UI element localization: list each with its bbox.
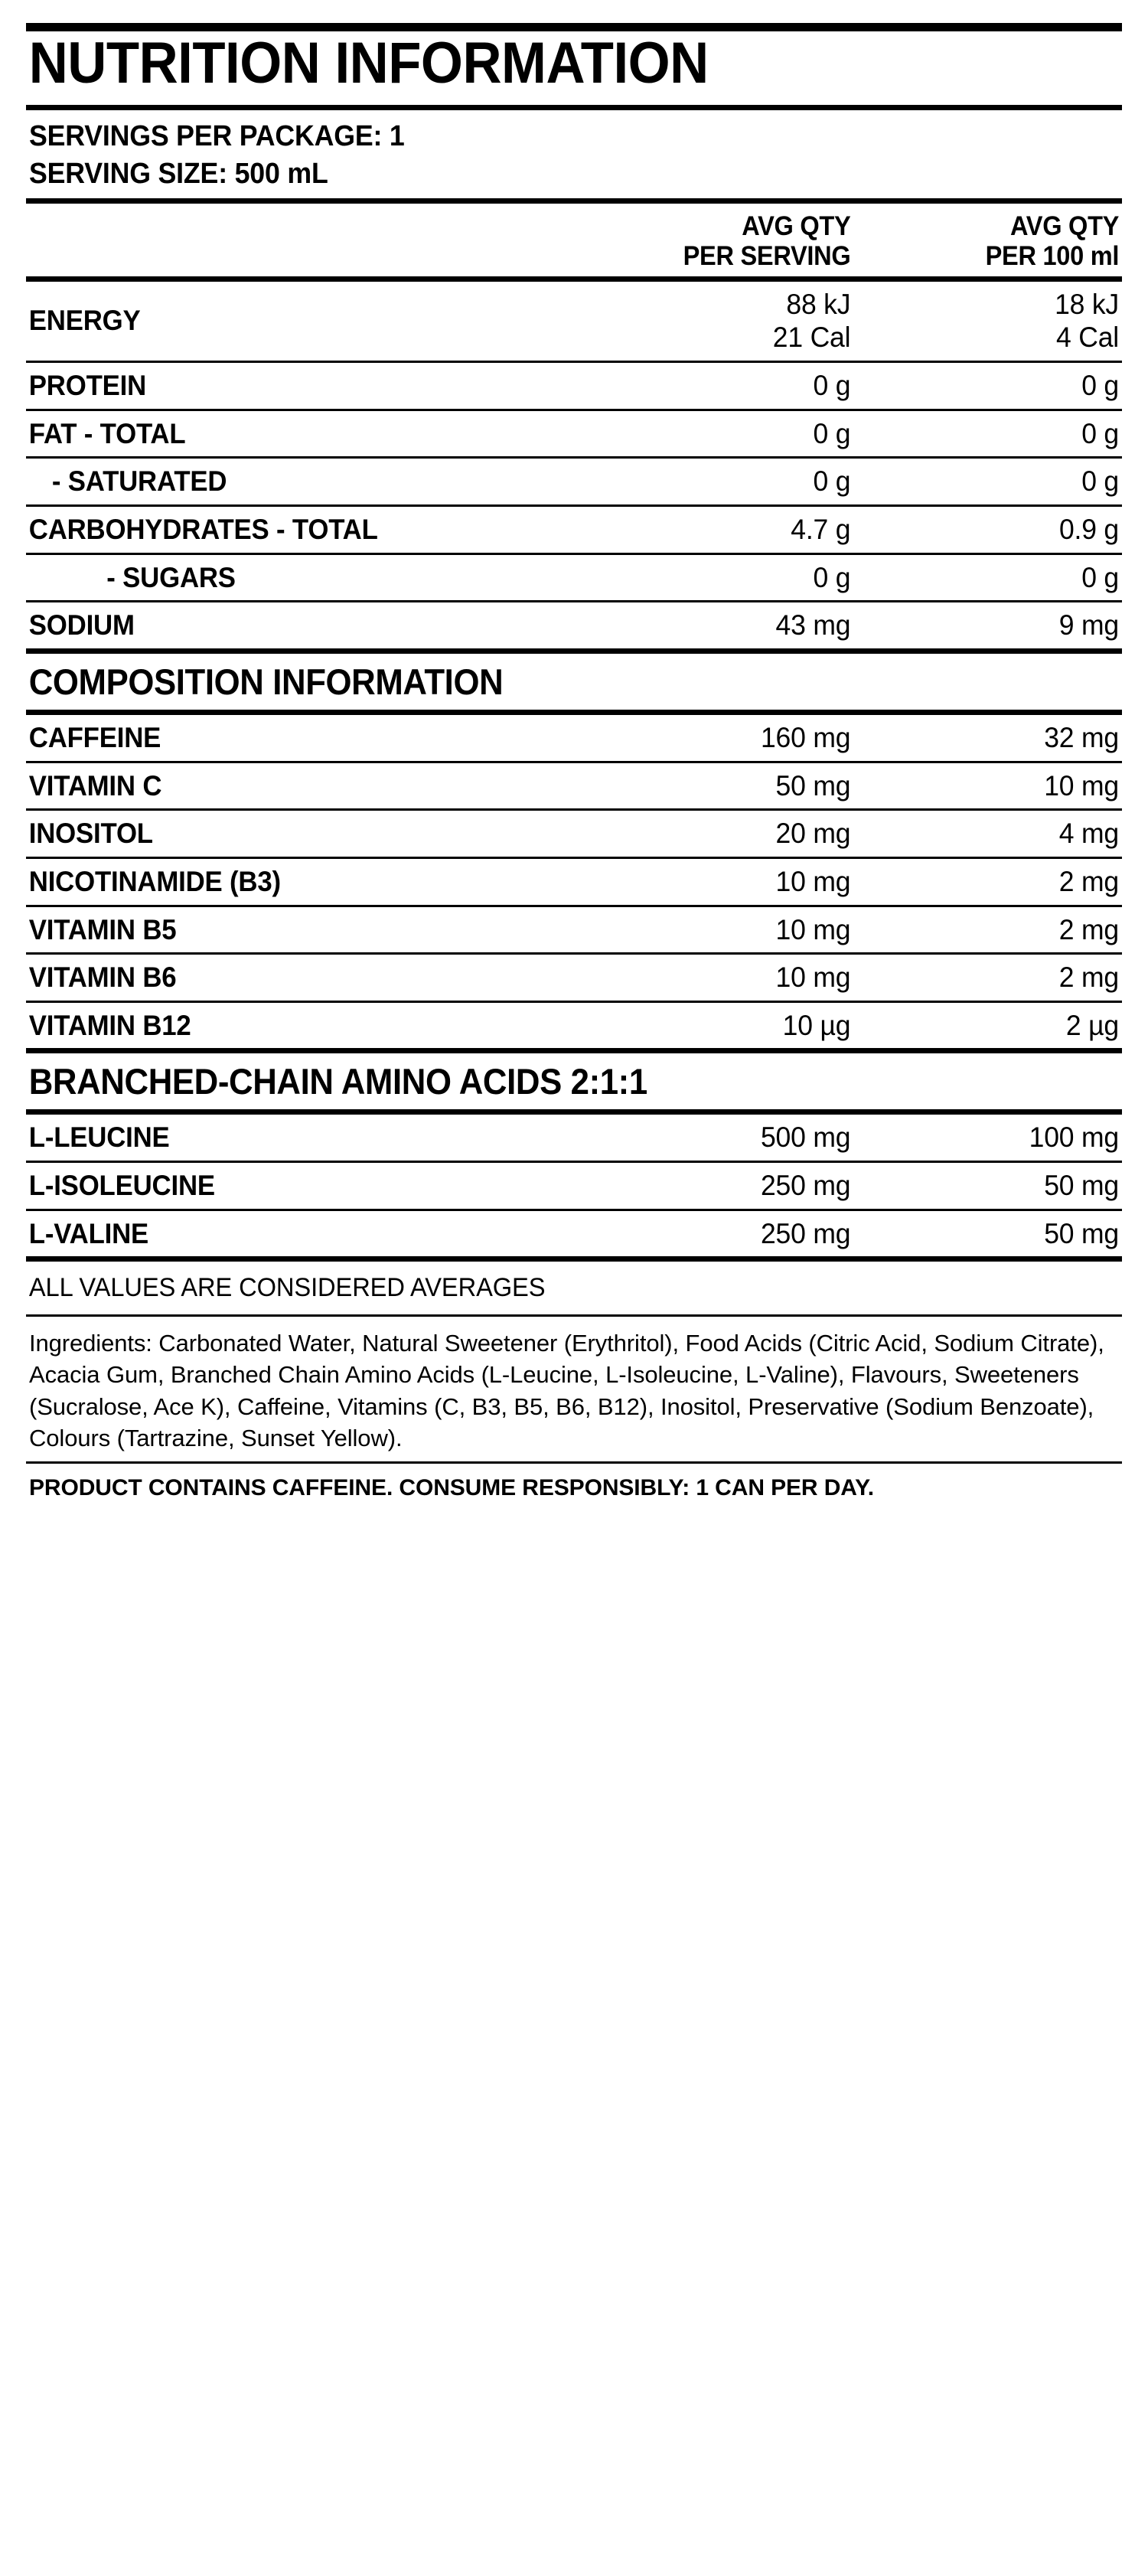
row-value-per100: 0 g	[1081, 369, 1120, 401]
row-label: L-ISOLEUCINE	[28, 1170, 215, 1202]
averages-note: ALL VALUES ARE CONSIDERED AVERAGES	[28, 1273, 546, 1303]
divider-under-bcaa-heading	[26, 1109, 1122, 1115]
row-value-per100: 2 mg	[1058, 962, 1120, 994]
row-value-per100: 10 mg	[1044, 769, 1120, 802]
row-label: L-VALINE	[28, 1217, 149, 1249]
table-row	[26, 859, 1122, 905]
table-row	[26, 955, 1122, 1001]
row-value-per100: 2 mg	[1058, 913, 1120, 945]
caffeine-warning: PRODUCT CONTAINS CAFFEINE. CONSUME RESPONSIBLY: 1 CAN PER DAY.	[29, 1475, 874, 1501]
row-value-per100: 4 mg	[1058, 818, 1120, 850]
row-value-serving: 10 mg	[775, 913, 851, 945]
row-value-per100: 2 mg	[1058, 865, 1120, 897]
row-value-serving: 20 mg	[775, 818, 851, 850]
row-value-serving: 43 mg	[775, 609, 851, 642]
divider-above-composition	[26, 648, 1122, 654]
row-value-per100: 32 mg	[1044, 721, 1120, 753]
header-blank	[26, 204, 574, 276]
row-label: VITAMIN C	[28, 769, 162, 802]
divider-above-averages	[26, 1256, 1122, 1262]
table-row	[26, 602, 1122, 648]
row-value-serving: 500 mg	[760, 1121, 851, 1154]
row-label: FAT - TOTAL	[28, 417, 186, 449]
row-label: PROTEIN	[28, 369, 147, 401]
page-title: NUTRITION INFORMATION	[28, 31, 709, 96]
bcaa-heading: BRANCHED-CHAIN AMINO ACIDS 2:1:1	[28, 1061, 647, 1102]
row-value-serving: 50 mg	[775, 769, 851, 802]
row-label: INOSITOL	[28, 818, 153, 850]
row-label: - SATURATED	[51, 465, 227, 498]
table-row	[26, 1115, 1122, 1161]
divider-under-composition-heading	[26, 710, 1122, 715]
row-value-serving: 88 kJ 21 Cal	[772, 288, 851, 354]
serving-size: SERVING SIZE: 500 mL	[29, 157, 328, 190]
row-label: L-LEUCINE	[28, 1121, 170, 1154]
row-value-serving: 250 mg	[760, 1217, 851, 1249]
table-row	[26, 1211, 1122, 1257]
row-value-per100: 0 g	[1081, 417, 1120, 449]
row-value-serving: 160 mg	[760, 721, 851, 753]
row-value-serving: 0 g	[813, 369, 851, 401]
row-label: CAFFEINE	[28, 721, 161, 753]
row-value-per100: 0.9 g	[1059, 513, 1120, 545]
row-value-serving: 0 g	[813, 465, 851, 498]
row-value-serving: 250 mg	[760, 1170, 851, 1202]
row-label: VITAMIN B12	[28, 1009, 191, 1041]
servings-per-package: SERVINGS PER PACKAGE: 1	[29, 120, 405, 152]
table-row	[26, 907, 1122, 953]
table-row	[26, 459, 1122, 504]
nutrition-table	[26, 204, 1122, 648]
table-row	[26, 715, 1122, 761]
row-value-serving: 10 mg	[775, 962, 851, 994]
row-value-per100: 9 mg	[1058, 609, 1120, 642]
table-row	[26, 411, 1122, 457]
composition-table	[26, 715, 1122, 1049]
table-row	[26, 763, 1122, 809]
table-row	[26, 282, 1122, 361]
row-value-per100: 50 mg	[1044, 1170, 1120, 1202]
divider-above-bcaa	[26, 1048, 1122, 1053]
table-row	[26, 363, 1122, 409]
row-value-serving: 4.7 g	[791, 513, 851, 545]
table-row	[26, 1003, 1122, 1049]
table-row	[26, 507, 1122, 553]
divider-under-title	[26, 105, 1122, 110]
row-value-per100: 50 mg	[1044, 1217, 1120, 1249]
header-per-serving: AVG QTY PER SERVING	[683, 211, 851, 272]
divider-above-header	[26, 198, 1122, 204]
row-label: - SUGARS	[106, 561, 236, 593]
table-header-row	[26, 204, 1122, 276]
header-per-100ml: AVG QTY PER 100 ml	[985, 211, 1120, 272]
row-value-per100: 18 kJ 4 Cal	[1055, 288, 1120, 354]
row-value-serving: 10 µg	[782, 1009, 851, 1041]
row-label: VITAMIN B6	[28, 962, 177, 994]
row-value-per100: 2 µg	[1066, 1009, 1120, 1041]
row-value-per100: 100 mg	[1029, 1121, 1120, 1154]
row-label: NICOTINAMIDE (B3)	[28, 865, 281, 897]
row-value-serving: 10 mg	[775, 865, 851, 897]
ingredients-text: Ingredients: Carbonated Water, Natural Sweetener (Erythritol), Food Acids (Citric Acid, Sodium Citrate), Acacia Gum, Branched Chain Amino Acids (L-Leucine, L-Isoleucine, L-Valine), Flavours, Sweeteners (Sucralose, Ace K), Caffeine, Vitamins (C, B3, B5, B6, B12), Inositol, Preservative (Sodium Benzoate), Colours (Tartrazine, Sunset Yellow).	[29, 1330, 1104, 1451]
row-value-per100: 0 g	[1081, 465, 1120, 498]
table-row	[26, 555, 1122, 601]
row-value-per100: 0 g	[1081, 561, 1120, 593]
composition-heading: COMPOSITION INFORMATION	[28, 661, 504, 702]
row-value-serving: 0 g	[813, 561, 851, 593]
divider-under-header	[26, 276, 1122, 282]
row-label: SODIUM	[28, 609, 135, 642]
servings-block	[26, 110, 1122, 198]
row-label: VITAMIN B5	[28, 913, 177, 945]
row-value-serving: 0 g	[813, 417, 851, 449]
table-row	[26, 1163, 1122, 1209]
table-row	[26, 811, 1122, 857]
row-label: ENERGY	[28, 305, 141, 337]
row-label: CARBOHYDRATES - TOTAL	[28, 513, 378, 545]
bcaa-table	[26, 1115, 1122, 1256]
